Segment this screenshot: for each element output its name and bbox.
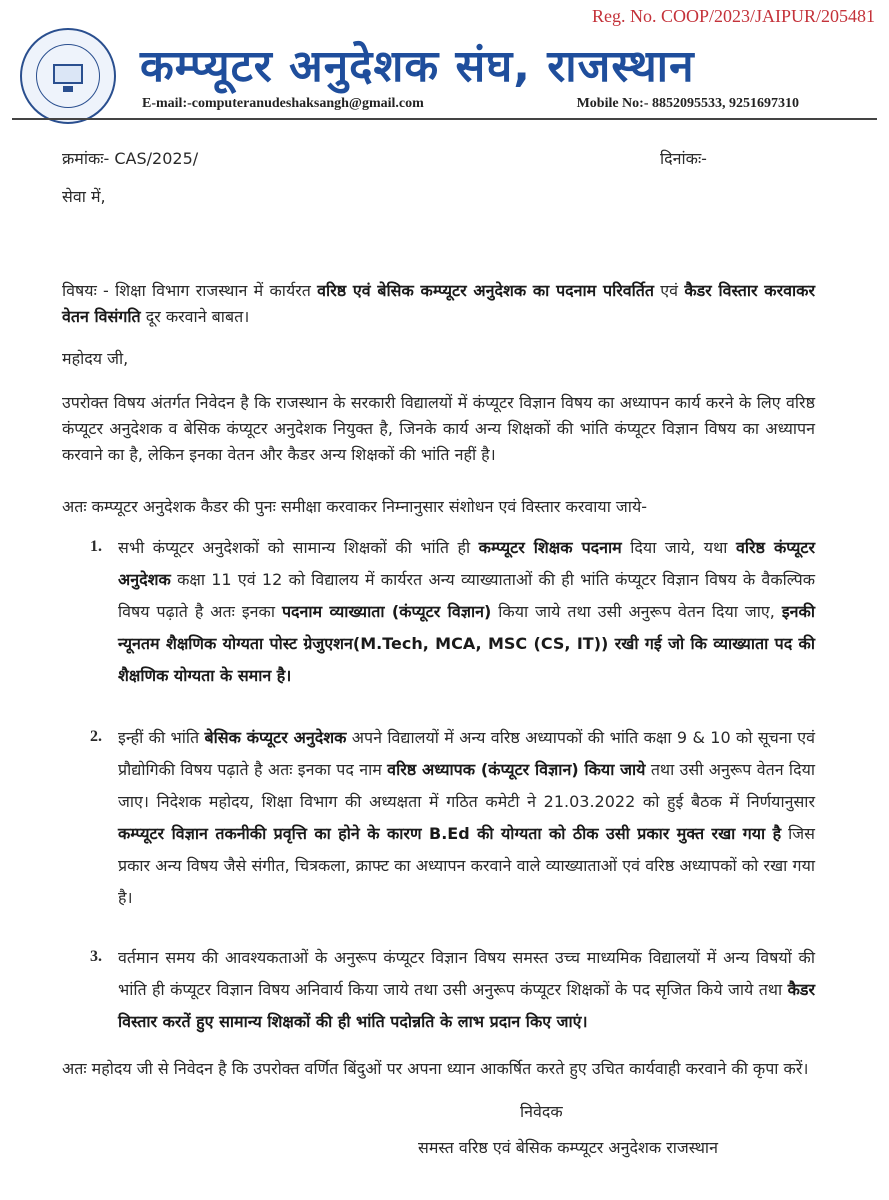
point-3: वर्तमान समय की आवश्यकताओं के अनुरूप कंप्यूटर विज्ञान विषय समस्त उच्च माध्यमिक विद्यालयों में अन्य विषयों की भांति ही कंप्यूटर विज्ञान विषय अनिवार्य किया जाये तथा उसी अनुरूप कंप्यूटर शिक्षकों के पद सृजित किये जाये तथा कैडर विस्तार करतें हुए सामान्य शिक्षकों की ही भांति पदोन्नति के लाभ प्रदान किए जाएं। xyxy=(118,948,815,1031)
signature-line: समस्त वरिष्ठ एवं बेसिक कम्प्यूटर अनुदेशक राजस्थान xyxy=(418,1138,718,1157)
organization-logo xyxy=(20,28,116,124)
organization-name: कम्प्यूटर अनुदेशक संघ, राजस्थान xyxy=(140,41,695,92)
computer-icon xyxy=(53,64,83,84)
request-line: अतः कम्प्यूटर अनुदेशक कैडर की पुनः समीक्षा करवाकर निम्नानुसार संशोधन एवं विस्तार करवाया जाये- xyxy=(62,497,647,516)
header-divider xyxy=(12,118,877,120)
point-number: 2. xyxy=(90,728,102,745)
intro-paragraph: उपरोक्त विषय अंतर्गत निवेदन है कि राजस्थान के सरकारी विद्यालयों में कंप्यूटर विज्ञान विषय का अध्यापन कार्य करने के लिए वरिष्ठ कंप्यूटर अनुदेशक व बेसिक कंप्यूटर अनुदेशक नियुक्त है, जिनके कार्य अन्य शिक्षकों की भांति कंप्यूटर विज्ञान विषय का अध्यापन करवाने का है, लेकिन इनका वेतन और कैडर अन्य शिक्षकों की भांति नहीं है। xyxy=(62,393,815,464)
salutation: महोदय जी, xyxy=(62,349,129,368)
mobile-line: Mobile No:- 8852095533, 9251697310 xyxy=(576,96,799,111)
closing-paragraph: अतः महोदय जी से निवेदन है कि उपरोक्त वर्णित बिंदुओं पर अपना ध्यान आकर्षित करते हुए उचित कार्यवाही करवाने की कृपा करें। xyxy=(62,1059,809,1078)
point-2: इन्हीं की भांति बेसिक कंप्यूटर अनुदेशक अपने विद्यालयों में अन्य वरिष्ठ अध्यापकों की भांति कक्षा 9 & 10 को सूचना एवं प्रौद्योगिकी विषय पढ़ाते है अतः इनका पद नाम वरिष्ठ अध्यापक (कंप्यूटर विज्ञान) किया जाये तथा उसी अनुरूप वेतन दिया जाए। निदेशक महोदय, शिक्षा विभाग की अध्यक्षता में गठित कमेटी ने 21.03.2022 को हुई बैठक में निर्णयानुसार कम्प्यूटर विज्ञान तकनीकी प्रवृत्ति का होने के कारण B.Ed की योग्यता को ठीक उसी प्रकार मुक्त रखा गया है जिस प्रकार अन्य विषय जैसे संगीत, चित्रकला, क्राफ्ट का अध्यापन करवाने वाले व्याख्याताओं एवं वरिष्ठ अध्यापकों को रखा गया है। xyxy=(118,728,815,907)
petitioner-label: निवेदक xyxy=(520,1102,563,1121)
addressee: सेवा में, xyxy=(62,187,106,206)
subject-line: विषयः - शिक्षा विभाग राजस्थान में कार्यरत वरिष्ठ एवं बेसिक कम्प्यूटर अनुदेशक का पदनाम परिवर्तित एवं कैडर विस्तार करवाकर वेतन विसंगति दूर करवाने बाबत। xyxy=(62,281,815,326)
reference-number: क्रमांकः- CAS/2025/ xyxy=(62,149,199,168)
date-field: दिनांकः- xyxy=(660,149,707,168)
point-number: 3. xyxy=(90,948,102,965)
email-line: E-mail:-computeranudeshaksangh@gmail.com xyxy=(142,96,424,111)
registration-number: Reg. No. COOP/2023/JAIPUR/205481 xyxy=(591,6,875,26)
point-1: सभी कंप्यूटर अनुदेशकों को सामान्य शिक्षकों की भांति ही कम्प्यूटर शिक्षक पदनाम दिया जाये, यथा वरिष्ठ कंप्यूटर अनुदेशक कक्षा 11 एवं 12 को विद्यालय में कार्यरत अन्य व्याख्याताओं की ही भांति कंप्यूटर विज्ञान विषय के वैकल्पिक विषय पढ़ाते है अतः इनका पदनाम व्याख्याता (कंप्यूटर विज्ञान) किया जाये तथा उसी अनुरूप वेतन दिया जाए, इनकी न्यूनतम शैक्षणिक योग्यता पोस्ट ग्रेजुएशन(M.Tech, MCA, MSC (CS, IT)) रखी गई जो कि व्याख्याता पद की शैक्षणिक योग्यता के समान है। xyxy=(118,538,815,685)
point-number: 1. xyxy=(90,538,102,555)
